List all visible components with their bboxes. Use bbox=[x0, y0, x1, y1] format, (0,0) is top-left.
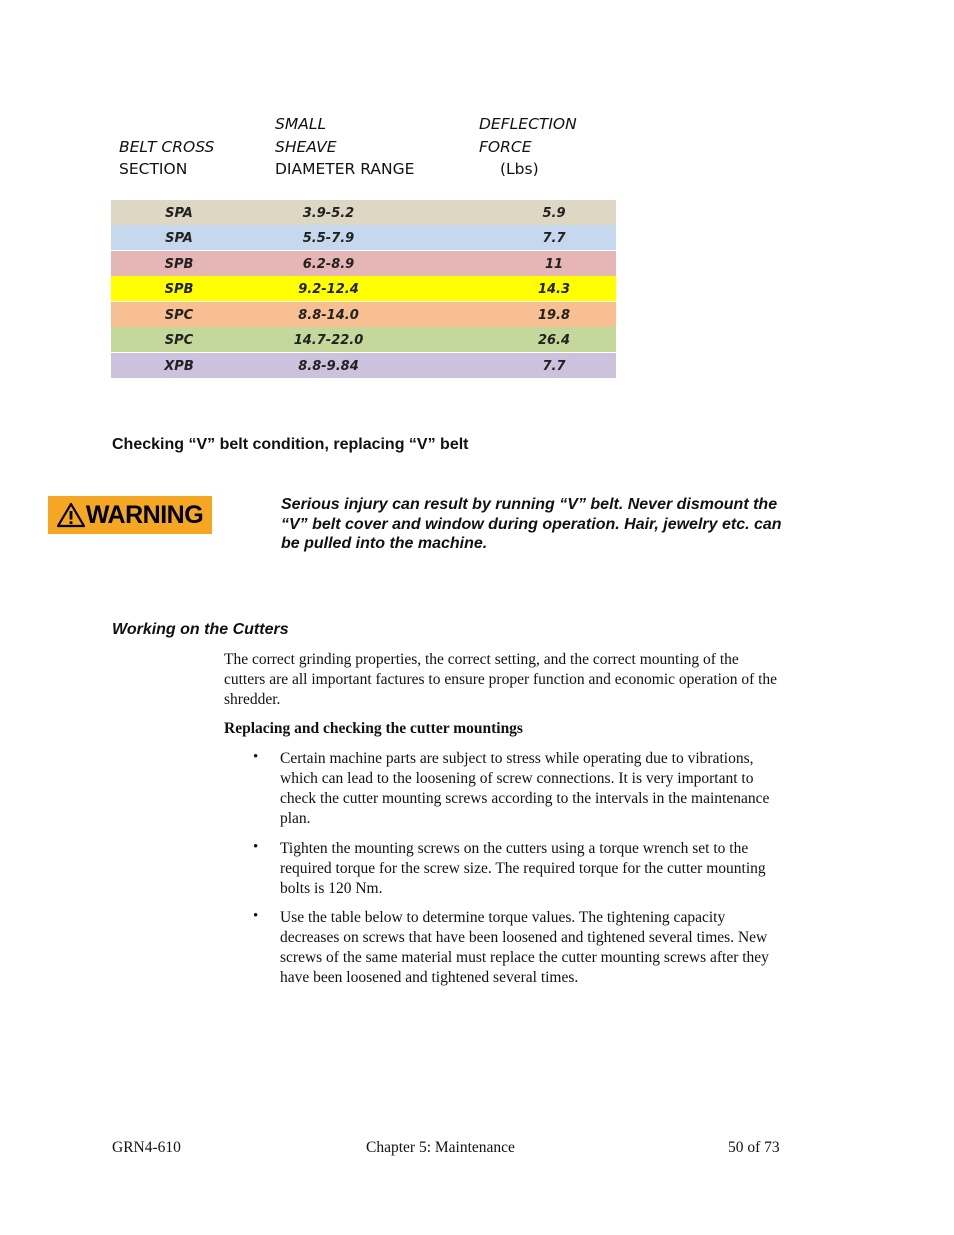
warning-line: be pulled into the machine. bbox=[281, 535, 488, 552]
bullet-line: screws of the same material must replace the cutter mounting screws after they bbox=[280, 949, 769, 966]
cell-force: 7.7 bbox=[542, 359, 566, 374]
intro-line: cutters are all important factures to ensure proper function and economic operation of the bbox=[224, 671, 778, 688]
bullet-line: check the cutter mounting screws according to the intervals in the maintenance bbox=[280, 790, 770, 807]
bullet-line: Use the table below to determine torque values. The tightening capacity bbox=[280, 909, 726, 926]
cell-section: SPB bbox=[164, 257, 194, 272]
intro-line: shredder. bbox=[224, 691, 281, 708]
bullet-dot: • bbox=[253, 749, 259, 765]
bullet-dot: • bbox=[253, 908, 259, 924]
cell-force: 26.4 bbox=[537, 333, 571, 348]
table-row bbox=[111, 353, 616, 378]
cutters-heading: Working on the Cutters bbox=[112, 621, 289, 638]
footer-chapter: Chapter 5: Maintenance bbox=[366, 1139, 515, 1156]
bullet-line: required torque for the screw size. The required torque for the cutter mounting bbox=[280, 860, 766, 877]
table-row bbox=[111, 251, 616, 276]
table-row bbox=[111, 225, 616, 250]
header-section: SECTION bbox=[119, 160, 188, 178]
warning-line: “V” belt cover and window during operation. Hair, jewelry etc. can bbox=[281, 515, 782, 533]
bullet-line: which can lead to the loosening of screw connections. It is very important to bbox=[280, 770, 754, 787]
footer-page-number: 50 of 73 bbox=[728, 1139, 780, 1156]
cell-range: 5.5-7.9 bbox=[302, 231, 355, 246]
cell-force: 19.8 bbox=[537, 308, 571, 323]
cell-range: 9.2-12.4 bbox=[298, 282, 359, 297]
cell-section: SPC bbox=[164, 333, 194, 348]
header-sheave: SHEAVE bbox=[275, 138, 337, 156]
cell-force: 7.7 bbox=[542, 231, 566, 246]
header-deflection: DEFLECTION bbox=[479, 115, 577, 133]
cell-section: SPA bbox=[165, 206, 193, 221]
bullet-line: decreases on screws that have been loosened and tightened several times. New bbox=[280, 929, 768, 946]
header-diameter-range: DIAMETER RANGE bbox=[275, 160, 415, 178]
header-lbs: (Lbs) bbox=[500, 160, 539, 178]
cell-force: 5.9 bbox=[542, 206, 566, 221]
cell-range: 8.8-14.0 bbox=[298, 308, 359, 323]
intro-line: The correct grinding properties, the correct setting, and the correct mounting of the bbox=[224, 651, 739, 668]
section-heading: Checking “V” belt condition, replacing “V” belt bbox=[112, 436, 469, 453]
cell-range: 8.8-9.84 bbox=[298, 359, 359, 374]
table-row bbox=[111, 200, 616, 225]
table-row bbox=[111, 276, 616, 301]
footer-doc-id: GRN4-610 bbox=[112, 1139, 181, 1156]
table-row bbox=[111, 302, 616, 327]
warning-label: WARNING bbox=[85, 500, 204, 529]
warning-line: Serious injury can result by running “V” belt. Never dismount the bbox=[281, 496, 778, 513]
cell-section: SPA bbox=[165, 231, 193, 246]
bullet-line: have been loosened and tightened several times. bbox=[280, 969, 579, 986]
bullet-item-1 bbox=[280, 749, 769, 829]
header-force: FORCE bbox=[479, 138, 532, 156]
bullet-dot: • bbox=[253, 839, 259, 855]
bullet-item-3 bbox=[280, 908, 769, 988]
cell-force: 11 bbox=[544, 257, 564, 272]
warning-triangle-icon bbox=[57, 502, 85, 528]
cutters-subheading: Replacing and checking the cutter mountings bbox=[224, 720, 523, 737]
header-belt-cross: BELT CROSS bbox=[119, 138, 215, 156]
warning-message bbox=[281, 495, 782, 554]
bullet-item-2 bbox=[280, 839, 766, 899]
cutters-intro bbox=[224, 650, 777, 710]
bullet-line: plan. bbox=[280, 810, 311, 827]
cell-range: 3.9-5.2 bbox=[302, 206, 355, 221]
bullet-line: Certain machine parts are subject to stress while operating due to vibrations, bbox=[280, 750, 754, 767]
warning-badge bbox=[48, 496, 212, 534]
cell-range: 6.2-8.9 bbox=[302, 257, 355, 272]
cell-section: SPC bbox=[164, 308, 194, 323]
bullet-line: bolts is 120 Nm. bbox=[280, 880, 383, 897]
header-small: SMALL bbox=[275, 115, 327, 133]
cell-section: XPB bbox=[164, 359, 194, 374]
bullet-line: Tighten the mounting screws on the cutters using a torque wrench set to the bbox=[280, 840, 749, 857]
cell-section: SPB bbox=[164, 282, 194, 297]
table-row bbox=[111, 327, 616, 352]
cell-force: 14.3 bbox=[537, 282, 571, 297]
cell-range: 14.7-22.0 bbox=[293, 333, 364, 348]
